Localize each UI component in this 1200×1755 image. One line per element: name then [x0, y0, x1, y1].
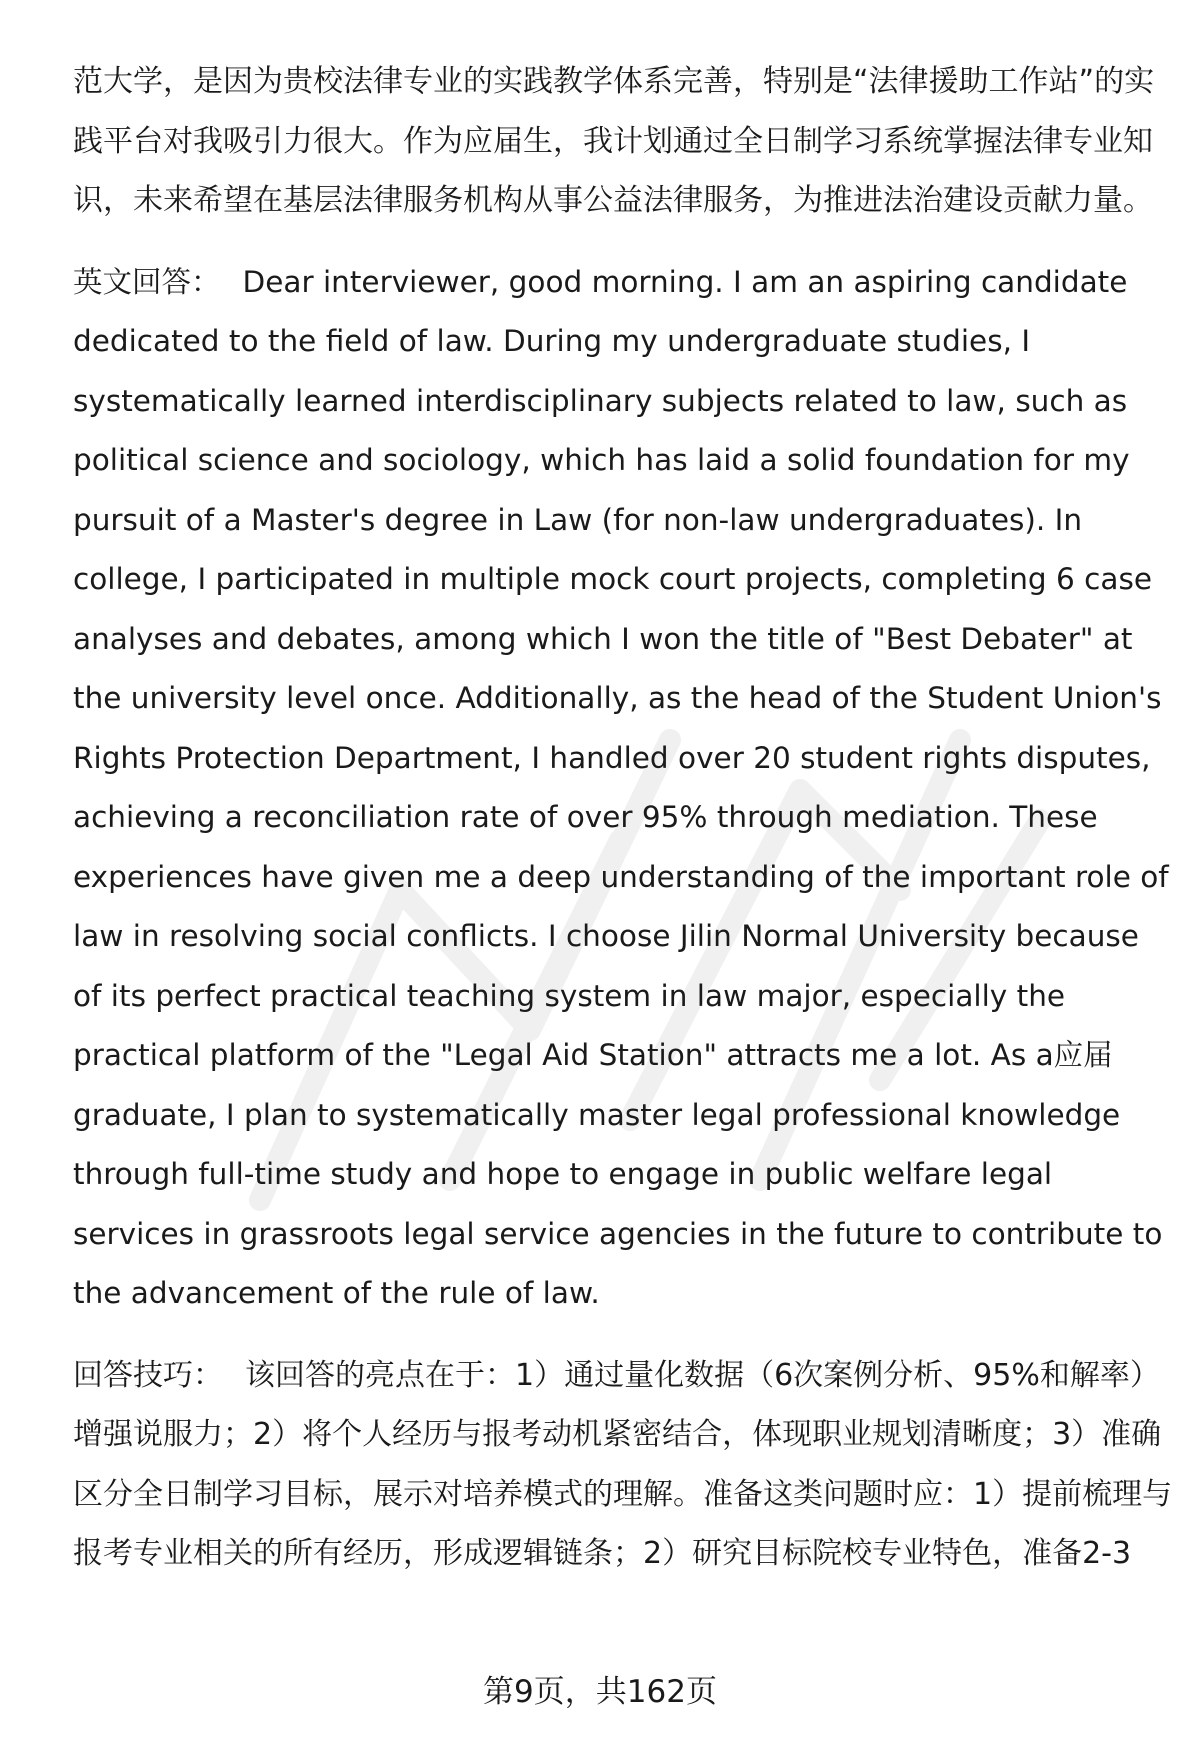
answer-tips-text: 该回答的亮点在于：1）通过量化数据（6次案例分析、95%和解率）增强说服力；2）将个人经历与报考动机紧密结合，体现职业规划清晰度；3）准确区分全日制学习目标，展示对培养模式的理解。准备这类问题时应：1）提前梳理与报考专业相关的所有经历，形成逻辑链条；2）研究目标院校专业特色，准备2-3: [73, 1357, 1173, 1571]
paragraph-intro-continuation: 范大学，是因为贵校法律专业的实践教学体系完善，特别是“法律援助工作站”的实践平台对我吸引力很大。作为应届生，我计划通过全日制学习系统掌握法律专业知识，未来希望在基层法律服务机构从事公益法律服务，为推进法治建设贡献力量。: [73, 64, 1155, 218]
english-answer-text: Dear interviewer, good morning. I am an aspiring candidate dedicated to the field of law. During my undergraduate studies, I systematically learned interdisciplinary subjects related to law, such as political science and sociology, which has laid a solid foundation for my pursuit of a Master's degree in Law (for non-law undergraduates). In college, I participated in multiple mock court projects, completing 6 case analyses and debates, among which I won the title of "Best Debater" at the university level once. Additionally, as the head of the Student Union's Rights Protection Department, I handled over 20 student rights disputes, achieving a reconciliation rate of over 95% through mediation. These experiences have given me a deep understanding of the important role of law in resolving social conflicts. I choose Jilin Normal University because of its perfect practical teaching system in law major, especially the practical platform of the "Legal Aid Station" attracts me a lot. As a应届 graduate, I plan to systematically master legal professional knowledge through full-time study and hope to engage in public welfare legal services in grassroots legal service agencies in the future to contribute to the advancement of the rule of law.: [73, 264, 1169, 1310]
page-indicator: 第9页，共162页: [483, 1674, 717, 1710]
document-body: [73, 52, 1173, 1606]
english-answer-paragraph: [73, 253, 1173, 1324]
english-answer-label: 英文回答：: [73, 264, 221, 299]
answer-tips-label: 回答技巧：: [73, 1357, 223, 1393]
answer-tips-paragraph: [73, 1346, 1173, 1584]
